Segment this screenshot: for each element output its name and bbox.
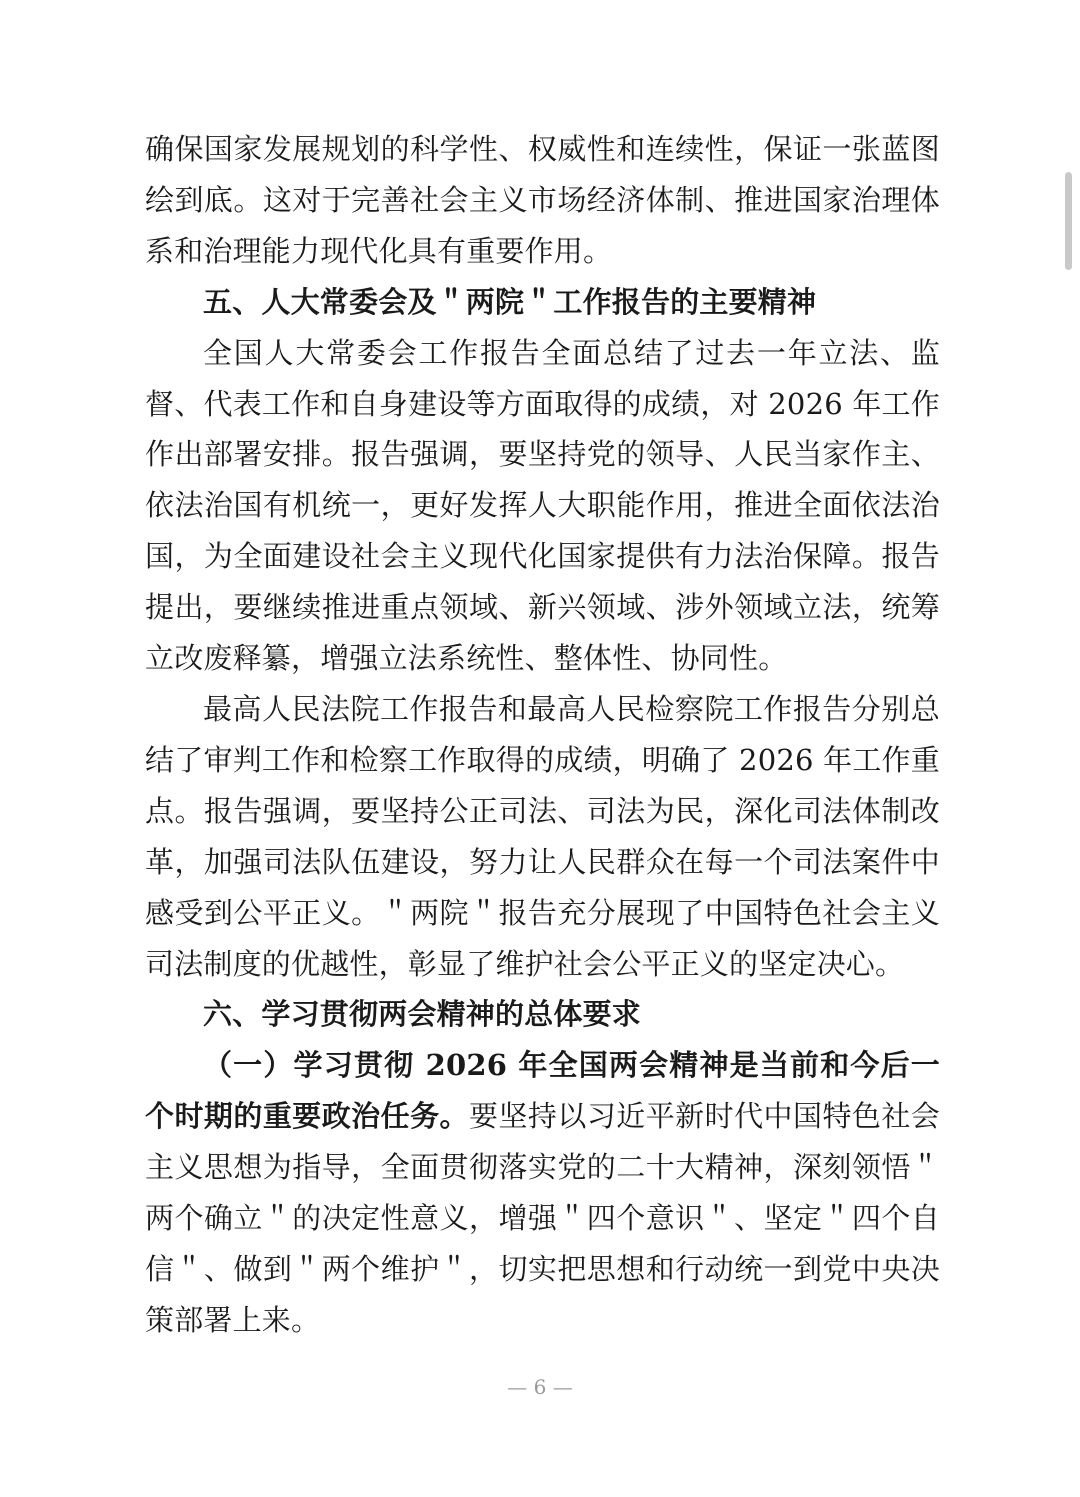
section-heading-five: 五、人大常委会及＂两院＂工作报告的主要精神 (203, 284, 817, 319)
paragraph-continuation: 确保国家发展规划的科学性、权威性和连续性，保证一张蓝图绘到底。这对于完善社会主义市场经济体制、推进国家治理体系和治理能力现代化具有重要作用。 (145, 132, 940, 268)
document-body (145, 124, 940, 1346)
paragraph-npc-report: 全国人大常委会工作报告全面总结了过去一年立法、监督、代表工作和自身建设等方面取得的成绩，对 2026 年工作作出部署安排。报告强调，要坚持党的领导、人民当家作主、依法治国有机统一，更好发挥人大职能作用，推进全面依法治国，为全面建设社会主义现代化国家提供有力法治保障。报告提出，要继续推进重点领域、新兴领域、涉外领域立法，统筹立改废释纂，增强立法系统性、整体性、协同性。 (145, 335, 940, 676)
section-heading-six: 六、学习贯彻两会精神的总体要求 (203, 997, 642, 1032)
requirement-one-body: 要坚持以习近平新时代中国特色社会主义思想为指导，全面贯彻落实党的二十大精神，深刻领悟＂两个确立＂的决定性意义，增强＂四个意识＂、坚定＂四个自信＂、做到＂两个维护＂，切实把思想和行动统一到党中央决策部署上来。 (145, 1099, 941, 1337)
requirement-one-lead: （一）学习贯彻 2026 年全国两会精神是当前和今后一个时期的重要政治任务。 (145, 1048, 940, 1134)
paragraph-requirement-one (145, 1040, 940, 1345)
paragraph-court-procuratorate-report: 最高人民法院工作报告和最高人民检察院工作报告分别总结了审判工作和检察工作取得的成绩，明确了 2026 年工作重点。报告强调，要坚持公正司法、司法为民，深化司法体制改革，加强司法队伍建设，努力让人民群众在每一个司法案件中感受到公平正义。＂两院＂报告充分展现了中国特色社会主义司法制度的优越性，彰显了维护社会公平正义的坚定决心。 (145, 691, 940, 981)
page-number: — 6 — (507, 1375, 573, 1399)
scrollbar-thumb[interactable] (1065, 172, 1072, 270)
